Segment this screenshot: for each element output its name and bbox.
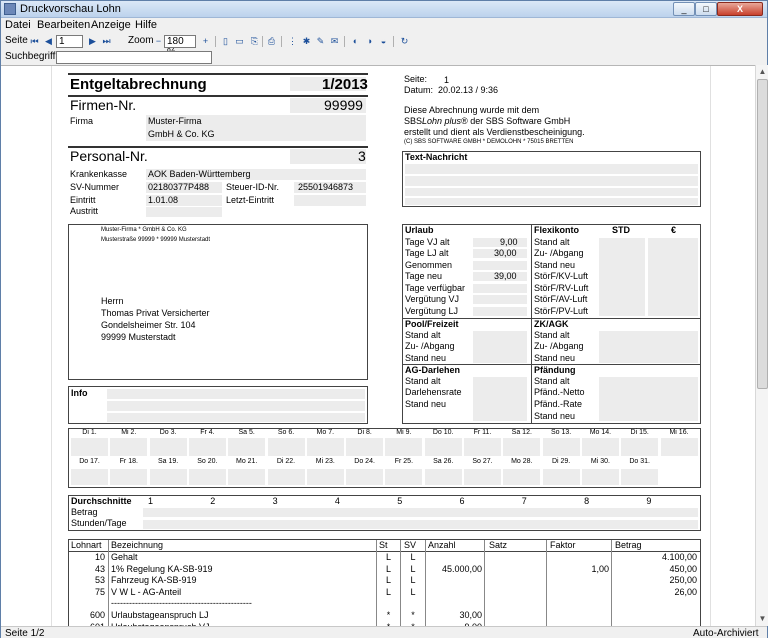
calendar-day: Do 31. (629, 458, 650, 465)
preview-canvas[interactable] (1, 65, 755, 626)
calendar-day: Di 22. (276, 458, 296, 465)
cell-lohnart: 600 (89, 610, 105, 620)
page-input[interactable]: 1 (56, 35, 83, 48)
darlehen-r2: Darlehensrate (405, 387, 462, 397)
ds-col-number: 1 (148, 496, 154, 506)
zoom-input[interactable]: 180 (164, 35, 196, 48)
info-line3: erstellt und dient als Verdienstbescheinigung. (404, 127, 585, 137)
scroll-thumb[interactable] (757, 79, 768, 389)
calendar-day: Mo 14. (589, 429, 612, 436)
cell-bezeichnung: Gehalt (111, 552, 138, 562)
ds-col-number: 4 (334, 496, 340, 506)
table-row (69, 598, 700, 609)
pool-r3: Stand neu (405, 353, 447, 363)
status-archive: Auto-Archiviert (693, 628, 759, 639)
cell-bezeichnung: 1% Regelung KA-SB-919 (111, 563, 213, 574)
calendar-day: So 6. (277, 429, 295, 436)
table-row (69, 552, 700, 563)
urlaub-grid (402, 224, 701, 424)
calendar-day: So 20. (197, 458, 218, 465)
close-button[interactable]: X (717, 2, 763, 16)
cell-st: L (385, 563, 391, 574)
zkagk-r1: Stand alt (534, 330, 570, 340)
pfaendung-r4: Stand neu (534, 411, 576, 421)
calendar-day: Do 17. (79, 458, 100, 465)
ds-stunden-label: Stunden/Tage (71, 518, 127, 528)
text-nachricht-label: Text-Nachricht (405, 152, 468, 162)
calendar-day: Sa 26. (433, 458, 454, 465)
cell-sv: L (410, 563, 416, 574)
addr-line1: Herrn (101, 296, 124, 306)
mail-icon[interactable]: ✉ (330, 36, 339, 46)
calendar-day: Sa 12. (511, 429, 532, 436)
copy-icon[interactable]: ⎘ (250, 36, 259, 46)
vertical-scrollbar[interactable] (755, 65, 768, 626)
calendar-day: Mi 23. (315, 458, 335, 465)
steuer-value: 25501946873 (298, 182, 354, 192)
menu-bar (1, 19, 767, 33)
app-icon (4, 3, 16, 15)
calendar-day: Fr 11. (473, 429, 492, 436)
cell-betrag: 450,00 (669, 563, 697, 574)
calendar-day: Do 10. (432, 429, 454, 436)
status-page: Seite 1/2 (5, 628, 45, 639)
sender-line1: Muster-Firma * GmbH & Co. KG (101, 227, 187, 233)
cell-st: L (385, 586, 391, 597)
urlaub-v1: 9,00 (500, 237, 518, 247)
info-line2: SBSLohn plus® der SBS Software GmbH (404, 116, 571, 126)
text-nachricht-box (402, 151, 701, 207)
menu-anzeige[interactable]: Anzeige (91, 19, 131, 31)
personal-label: Personal-Nr. (70, 148, 148, 164)
ds-betrag-label: Betrag (71, 507, 98, 517)
urlaub-head: Urlaub (405, 225, 434, 235)
flexi-r3: Stand neu (534, 260, 576, 270)
ds-col-number: 8 (584, 496, 590, 506)
calendar-day: Mi 30. (590, 458, 610, 465)
sv-label: SV-Nummer (70, 182, 120, 192)
kk-label: Krankenkasse (70, 169, 128, 179)
info-line4: (C) SBS SOFTWARE GMBH * DEMOLOHN * 75015 BRETTEN (404, 139, 574, 145)
urlaub-r4: Tage neu (405, 271, 443, 281)
document-page (51, 66, 711, 627)
seite-label: Seite (5, 35, 28, 46)
cell-st: L (385, 575, 391, 586)
calendar-day: Di 29. (551, 458, 571, 465)
menu-bearbeiten[interactable]: Bearbeiten (37, 19, 91, 31)
minimize-button[interactable]: _ (673, 2, 695, 16)
lohnarten-table (68, 539, 701, 634)
flexi-r2: Zu- /Abgang (534, 248, 584, 258)
ds-col-number: 2 (210, 496, 216, 506)
urlaub-r6: Vergütung VJ (405, 294, 460, 304)
toolbar-separator (215, 36, 216, 47)
first-page-icon[interactable]: ⏮ (30, 36, 39, 46)
flexi-r6: StörF/AV-Luft (534, 294, 588, 304)
next-page-icon[interactable]: ▶ (89, 36, 96, 46)
sv-value: 02180377P488 (148, 182, 210, 192)
table-row (69, 564, 700, 575)
ds-col-number: 6 (459, 496, 465, 506)
calendar-day: Mi 2. (121, 429, 137, 436)
datum-label: Datum: (404, 85, 434, 95)
pool-r2: Zu- /Abgang (405, 341, 455, 351)
cell-anzahl: 45.000,00 (441, 563, 482, 574)
search-input[interactable] (56, 51, 212, 64)
calendar-day: So 13. (550, 429, 572, 436)
eintritt-value: 1.01.08 (148, 195, 179, 205)
durchschnitte-label: Durchschnitte (71, 496, 132, 506)
cell-bezeichnung: Urlaubstageanspruch LJ (111, 610, 209, 620)
zkagk-head: ZK/AGK (534, 319, 569, 329)
cell-sv: L (410, 552, 416, 562)
calendar-day: Di 8. (357, 429, 372, 436)
calendar-day: Mo 7. (316, 429, 335, 436)
search-bar (1, 49, 767, 65)
table-row (69, 587, 700, 598)
col-faktor: Faktor (550, 540, 576, 550)
cell-anzahl: 30,00 (459, 610, 482, 620)
firma-nr-label: Firmen-Nr. (70, 97, 137, 113)
calendar-day: Fr 4. (200, 429, 215, 436)
zkagk-r2: Zu- /Abgang (534, 341, 584, 351)
calendar-day: Di 1. (82, 429, 97, 436)
flexi-r1: Stand alt (534, 237, 570, 247)
calendar-day: Mo 21. (235, 458, 258, 465)
col-bezeichnung: Bezeichnung (111, 540, 164, 550)
kk-value: AOK Baden-Württemberg (148, 169, 251, 179)
zoom-label: Zoom (128, 35, 154, 46)
firma-line1: Muster-Firma (148, 116, 202, 126)
menu-datei[interactable]: Datei (5, 19, 31, 31)
firma-nr: 99999 (324, 97, 363, 113)
table-row (69, 610, 700, 621)
scroll-up-icon[interactable]: ▲ (758, 67, 767, 76)
cell-sv: L (410, 586, 416, 597)
grid-icon[interactable]: ⋮ (288, 36, 297, 46)
ds-col-number: 9 (646, 496, 652, 506)
cell-lohnart: 75 (94, 586, 105, 597)
flexi-r7: StörF/PV-Luft (534, 306, 589, 316)
info-line1: Diese Abrechnung wurde mit dem (404, 105, 540, 115)
personal-nr: 3 (358, 148, 366, 164)
print-icon[interactable]: ⎙ (267, 36, 276, 46)
help-icon[interactable]: ↻ (400, 36, 409, 46)
cell-sv: L (410, 575, 416, 586)
durchschnitte-box (68, 495, 701, 531)
toolbar-separator (281, 36, 282, 47)
urlaub-r5: Tage verfügbar (405, 283, 466, 293)
calendar-day: Do 24. (354, 458, 375, 465)
prev-page-icon[interactable]: ◀ (45, 36, 52, 46)
page-width-icon[interactable]: ▯ (223, 36, 228, 46)
settings-icon[interactable]: ✱ (302, 36, 311, 46)
cell-bezeichnung: ----------------------------------------------- (111, 598, 252, 609)
cell-sv: * (411, 610, 415, 620)
flexi-r4: StörF/KV-Luft (534, 271, 589, 281)
calendar-day: Do 3. (159, 429, 177, 436)
scroll-down-icon[interactable]: ▼ (758, 614, 767, 623)
cell-betrag: 250,00 (669, 575, 697, 586)
calendar-day: So 27. (472, 458, 493, 465)
doc-title: Entgeltabrechnung (70, 76, 207, 93)
toolbar-separator (262, 36, 263, 47)
pfaendung-r2: Pfänd.-Netto (534, 387, 585, 397)
pool-r1: Stand alt (405, 330, 441, 340)
view-2-icon[interactable]: ◑ (366, 36, 373, 46)
urlaub-v2: 30,00 (494, 248, 517, 258)
flexi-eur: € (671, 225, 677, 235)
full-page-icon[interactable]: ▭ (235, 36, 244, 46)
cell-st: L (385, 552, 391, 562)
maximize-button[interactable]: □ (695, 2, 717, 16)
cell-st: * (386, 610, 391, 620)
cell-lohnart: 10 (94, 552, 105, 562)
addr-line4: 99999 Musterstadt (101, 332, 176, 342)
flexi-head: Flexikonto (534, 225, 580, 235)
steuer-label: Steuer-ID-Nr. (226, 182, 280, 192)
darlehen-head: AG-Darlehen (405, 365, 461, 375)
zkagk-r3: Stand neu (534, 353, 576, 363)
firma-label: Firma (70, 116, 93, 126)
col-anzahl: Anzahl (428, 540, 456, 550)
calendar-day: Fr 25. (394, 458, 414, 465)
calendar-day: Fr 18. (119, 458, 138, 465)
cell-bezeichnung: Fahrzeug KA-SB-919 (111, 575, 197, 586)
cell-lohnart: 43 (94, 563, 105, 574)
sender-line2: Musterstraße 99999 * 99999 Musterstadt (101, 237, 211, 243)
title-bar (1, 1, 767, 18)
toolbar (1, 33, 767, 49)
window-title: Druckvorschau Lohn (20, 3, 121, 15)
seite-info-label: Seite: (404, 74, 428, 84)
search-label: Suchbegriff (5, 51, 56, 62)
zoom-out-icon[interactable]: − (155, 36, 162, 46)
col-lohnart: Lohnart (71, 540, 102, 550)
col-sv: SV (404, 540, 417, 550)
info-box (68, 386, 368, 424)
calendar-day: Mi 9. (396, 429, 412, 436)
export-icon[interactable]: ✎ (316, 36, 325, 46)
col-betrag: Betrag (615, 540, 642, 550)
addr-line3: Gondelsheimer Str. 104 (101, 320, 196, 330)
datum-value: 20.02.13 / 9:36 (438, 85, 499, 95)
info-label: Info (71, 388, 88, 398)
firma-line2: GmbH & Co. KG (148, 129, 215, 139)
flexi-r5: StörF/RV-Luft (534, 283, 589, 293)
pfaendung-r1: Stand alt (534, 376, 570, 386)
calendar-day: Mo 28. (511, 458, 533, 465)
darlehen-r3: Stand neu (405, 399, 447, 409)
view-1-icon[interactable]: ◐ (352, 36, 359, 46)
letzt-eintritt-label: Letzt-Eintritt (226, 195, 275, 205)
pool-head: Pool/Freizeit (405, 319, 459, 329)
calendar-grid (68, 428, 701, 488)
toolbar-separator (344, 36, 345, 47)
seite-info: 1 (444, 75, 450, 85)
zoom-in-icon[interactable]: + (202, 36, 209, 46)
addr-line2: Thomas Privat Versicherter (101, 308, 210, 318)
view-3-icon[interactable]: ◒ (380, 36, 387, 46)
urlaub-r7: Vergütung LJ (405, 306, 459, 316)
status-bar (1, 626, 767, 638)
cell-betrag: 4.100,00 (661, 552, 697, 562)
calendar-day: Sa 19. (157, 458, 179, 465)
period: 1/2013 (322, 76, 368, 93)
toolbar-separator (393, 36, 394, 47)
calendar-day: Sa 5. (238, 429, 255, 436)
cell-bezeichnung: V W L - AG-Anteil (111, 586, 182, 597)
calendar-day: Mi 16. (669, 429, 689, 436)
menu-hilfe[interactable]: Hilfe (135, 19, 158, 31)
urlaub-v4: 39,00 (494, 271, 517, 281)
header-block (68, 73, 368, 215)
flexi-std: STD (612, 225, 630, 235)
calendar-day: Di 15. (630, 429, 649, 436)
urlaub-r1: Tage VJ alt (405, 237, 450, 247)
ds-col-number: 5 (397, 496, 403, 506)
table-row (69, 575, 700, 586)
austritt-label: Austritt (70, 206, 99, 216)
urlaub-r2: Tage LJ alt (405, 248, 449, 258)
col-st: St (379, 540, 388, 550)
address-block (68, 224, 368, 380)
ds-col-number: 3 (272, 496, 278, 506)
pfaendung-r3: Pfänd.-Rate (534, 399, 583, 409)
last-page-icon[interactable]: ⏭ (102, 36, 111, 46)
cell-lohnart: 53 (94, 575, 105, 586)
urlaub-r3: Genommen (405, 260, 453, 270)
eintritt-label: Eintritt (70, 195, 96, 205)
pfaendung-head: Pfändung (534, 365, 576, 375)
ds-col-number: 7 (521, 496, 527, 506)
cell-faktor: 1,00 (591, 563, 609, 574)
col-satz: Satz (489, 540, 508, 550)
darlehen-r1: Stand alt (405, 376, 441, 386)
cell-betrag: 26,00 (674, 586, 697, 597)
